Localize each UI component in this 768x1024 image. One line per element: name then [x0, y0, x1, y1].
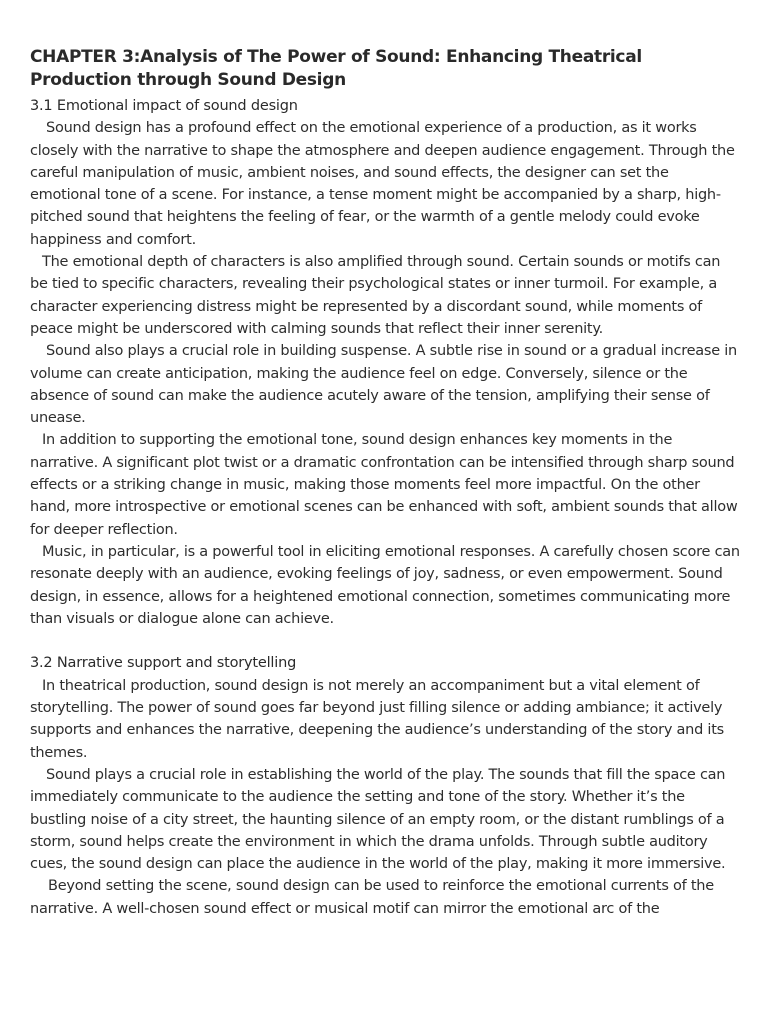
paragraph: In addition to supporting the emotional tone, sound design enhances key moments in the narrative. A significant plot twist or a dramatic confrontation can be intensified through sharp sound effects or a striking change in music, making those moments feel more impactful. On the other hand, more introspective or emotional scenes can be enhanced with soft, ambient sounds that allow for deeper reflection. [30, 432, 738, 538]
paragraph: Sound also plays a crucial role in building suspense. A subtle rise in sound or a gradual increase in volume can create anticipation, making the audience feel on edge. Conversely, silence or the absence of sound can make the audience acutely aware of the tension, amplifying their sense of unease. [30, 343, 737, 427]
section-heading: 3.2 Narrative support and storytelling [30, 655, 297, 672]
document-page [30, 46, 742, 920]
section-spacer [30, 630, 742, 652]
chapter-title: CHAPTER 3:Analysis of The Power of Sound: Enhancing Theatrical Production through Sound Design [30, 47, 642, 90]
paragraph: In theatrical production, sound design is not merely an accompaniment but a vital element of storytelling. The power of sound goes far beyond just filling silence or adding ambiance; it actively supports and enhances the narrative, deepening the audience’s understanding of the story and its themes. [30, 677, 724, 761]
section-3-2 [30, 652, 742, 920]
paragraph: Sound plays a crucial role in establishing the world of the play. The sounds that fill the space can immediately communicate to the audience the setting and tone of the story. Whether it’s the bustling noise of a city street, the haunting silence of an empty room, or the distant rumblings of a storm, sound helps create the environment in which the drama unfolds. Through subtle auditory cues, the sound design can place the audience in the world of the play, making it more immersive. [30, 766, 726, 873]
paragraph: The emotional depth of characters is also amplified through sound. Certain sounds or motifs can be tied to specific characters, revealing their psychological states or inner turmoil. For example, a character experiencing distress might be represented by a discordant sound, while moments of peace might be underscored with calming sounds that reflect their inner serenity. [30, 254, 721, 337]
paragraph: Music, in particular, is a powerful tool in eliciting emotional responses. A carefully chosen score can resonate deeply with an audience, evoking feelings of joy, sadness, or even empowerment. Sound design, in essence, allows for a heightened emotional connection, sometimes communicating more than visuals or dialogue alone can achieve. [30, 543, 740, 627]
paragraph: Beyond setting the scene, sound design can be used to reinforce the emotional currents of the narrative. A well-chosen sound effect or musical motif can mirror the emotional arc of the [30, 878, 714, 917]
paragraph: Sound design has a profound effect on the emotional experience of a production, as it works closely with the narrative to shape the atmosphere and deepen audience engagement. Through the careful manipulation of music, ambient noises, and sound effects, the designer can set the emotional tone of a scene. For instance, a tense moment might be accompanied by a sharp, high-pitched sound that heightens the feeling of fear, or the warmth of a gentle melody could evoke happiness and comfort. [30, 120, 735, 248]
section-heading: 3.1 Emotional impact of sound design [30, 98, 298, 114]
section-3-1 [30, 95, 742, 630]
